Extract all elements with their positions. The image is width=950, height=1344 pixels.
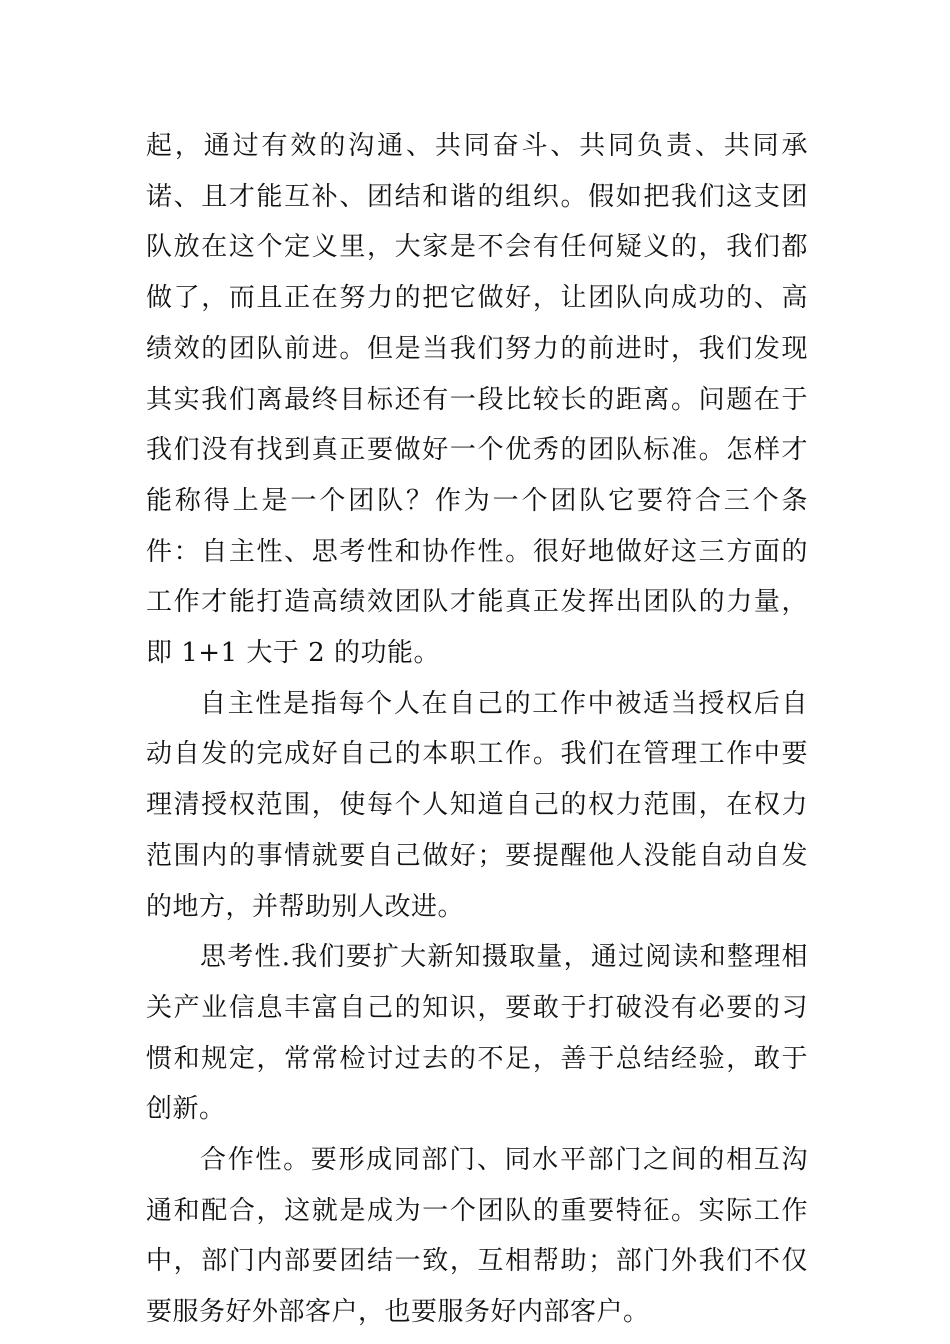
paragraph-autonomy: 自主性是指每个人在自己的工作中被适当授权后自动自发的完成好自己的本职工作。我们在管理工作中要理清授权范围，使每个人知道自己的权力范围，在权力范围内的事情就要自己做好；要提醒他人没能自动自发的地方，并帮助别人改进。 [146,688,808,922]
document-body [146,121,808,1338]
paragraph-cooperation: 合作性。要形成同部门、同水平部门之间的相互沟通和配合，这就是成为一个团队的重要特征。实际工作中，部门内部要团结一致，互相帮助；部门外我们不仅要服务好外部客户，也要服务好内部客户。 [146,1145,808,1328]
paragraph-thinking: 思考性.我们要扩大新知摄取量，通过阅读和整理相关产业信息丰富自己的知识，要敢于打破没有必要的习惯和规定，常常检讨过去的不足，善于总结经验，敢于创新。 [146,942,808,1125]
paragraph-team-definition: 起，通过有效的沟通、共同奋斗、共同负责、共同承诺、且才能互补、团结和谐的组织。假如把我们这支团队放在这个定义里，大家是不会有任何疑义的，我们都做了，而且正在努力的把它做好，让团队向成功的、高绩效的团队前进。但是当我们努力的前进时，我们发现其实我们离最终目标还有一段比较长的距离。问题在于我们没有找到真正要做好一个优秀的团队标准。怎样才能称得上是一个团队？作为一个团队它要符合三个条件：自主性、思考性和协作性。很好地做好这三方面的工作才能打造高绩效团队才能真正发挥出团队的力量，即 1+1 大于 2 的功能。 [146,131,808,669]
